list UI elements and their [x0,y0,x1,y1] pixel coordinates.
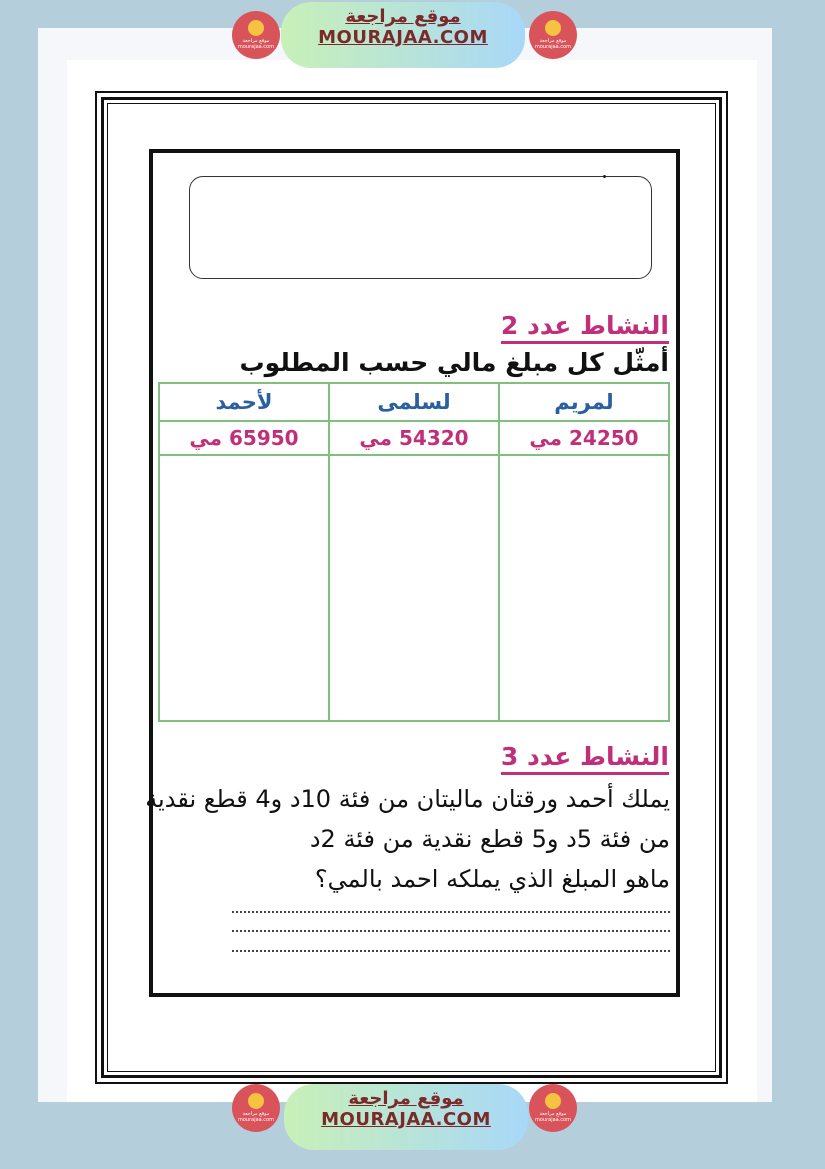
activity-3-question: ماهو المبلغ الذي يملكه احمد بالمي؟ [314,865,670,893]
drawing-cell-ahmed [159,455,329,721]
amount-ahmed-value: 65950 مي [189,426,299,450]
amount-maryam-value: 24250 مي [529,426,639,450]
seal-logo-icon [545,1093,561,1109]
activity-3-title: النشاط عدد 3 [501,742,669,775]
stray-dot [603,175,606,178]
watermark-seal-top-left [232,11,280,59]
watermark-arabic: موقع مراجعة [345,6,461,27]
seal-logo-icon [248,20,264,36]
drawing-cell-salma [329,455,499,721]
watermark-seal-top-right [529,11,577,59]
amount-ahmed [159,421,329,455]
money-table-drawing-row [159,455,669,721]
activity-2-instruction: أمثّل كل مبلغ مالي حسب المطلوب [239,348,669,377]
column-header-ahmed: لأحمد [159,383,329,421]
money-table-amount-row [159,421,669,455]
activity-3-line-2: من فئة 5د و5 قطع نقدية من فئة 2د [309,825,670,853]
watermark-badge-bottom [284,1084,528,1150]
watermark-latin: MOURAJAA.COM [321,1109,491,1130]
drawing-cell-maryam [499,455,669,721]
amount-maryam [499,421,669,455]
answer-line-2 [232,930,670,932]
seal-text: موقع مراجعة mourajaa.com [237,38,274,50]
seal-text: موقع مراجعة mourajaa.com [237,1111,274,1123]
seal-logo-icon [248,1093,264,1109]
activity-3-line-1: يملك أحمد ورقتان ماليتان من فئة 10د و4 قطع نقدية [145,785,670,813]
seal-logo-icon [545,20,561,36]
watermark-badge-top [281,2,525,68]
seal-text: موقع مراجعة mourajaa.com [534,38,571,50]
amount-salma [329,421,499,455]
watermark-arabic: موقع مراجعة [348,1088,464,1109]
money-table [158,382,670,722]
answer-line-3 [232,950,670,952]
watermark-seal-bottom-right [529,1084,577,1132]
watermark-latin: MOURAJAA.COM [318,27,488,48]
answer-line-1 [232,911,670,913]
activity-2-title: النشاط عدد 2 [501,311,669,344]
column-header-maryam: لمريم [499,383,669,421]
watermark-seal-bottom-left [232,1084,280,1132]
money-table-header-row [159,383,669,421]
answer-box [189,176,652,279]
seal-text: موقع مراجعة mourajaa.com [534,1111,571,1123]
column-header-salma: لسلمى [329,383,499,421]
amount-salma-value: 54320 مي [359,426,469,450]
